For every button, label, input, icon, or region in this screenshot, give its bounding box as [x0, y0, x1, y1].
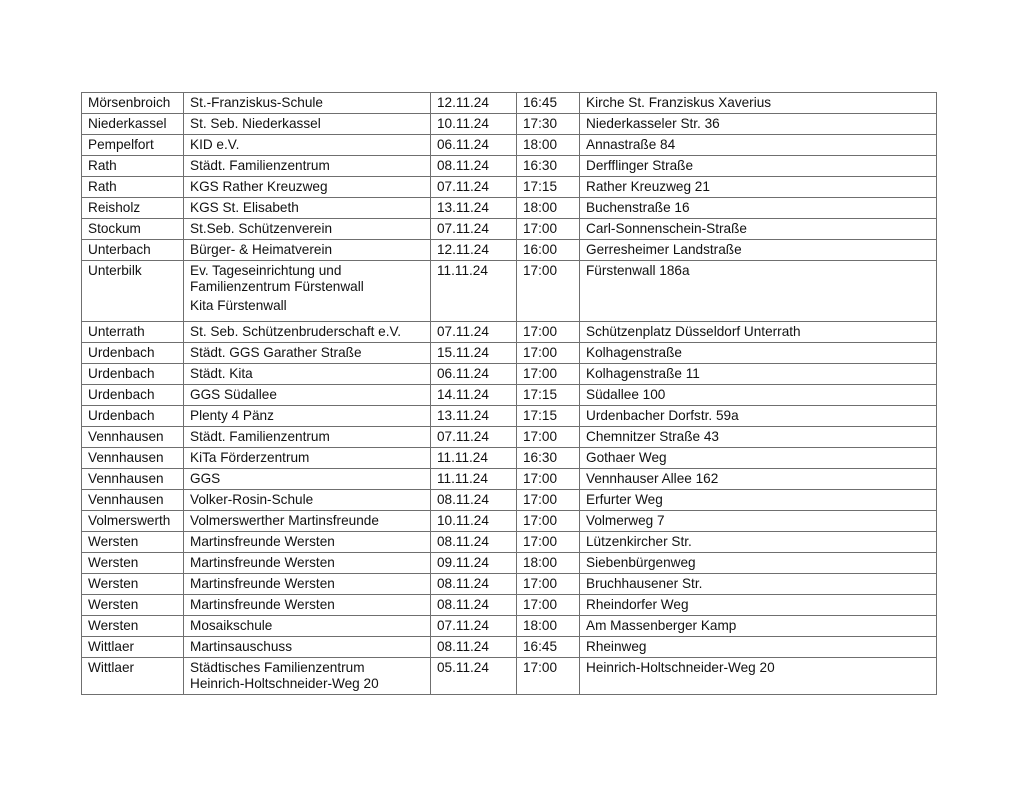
- date-cell: 07.11.24: [431, 177, 517, 198]
- organizer-line: St. Seb. Niederkassel: [190, 116, 321, 131]
- organizer-cell: [184, 322, 431, 343]
- table-row: [82, 261, 937, 322]
- location-cell: Carl-Sonnenschein-Straße: [580, 219, 937, 240]
- location-cell: Gothaer Weg: [580, 448, 937, 469]
- location-cell: Fürstenwall 186a: [580, 261, 937, 322]
- district-cell: Vennhausen: [82, 490, 184, 511]
- location-cell: Heinrich-Holtschneider-Weg 20: [580, 658, 937, 695]
- organizer-cell: [184, 156, 431, 177]
- location-cell: Niederkasseler Str. 36: [580, 114, 937, 135]
- time-cell: 16:00: [517, 240, 580, 261]
- location-cell: Rheinweg: [580, 637, 937, 658]
- organizer-line: KID e.V.: [190, 137, 240, 152]
- table-row: [82, 448, 937, 469]
- date-cell: 07.11.24: [431, 219, 517, 240]
- organizer-cell: [184, 595, 431, 616]
- location-cell: Gerresheimer Landstraße: [580, 240, 937, 261]
- time-cell: 17:00: [517, 574, 580, 595]
- location-cell: Buchenstraße 16: [580, 198, 937, 219]
- date-cell: 10.11.24: [431, 511, 517, 532]
- table-row: [82, 469, 937, 490]
- location-cell: Annastraße 84: [580, 135, 937, 156]
- location-cell: Chemnitzer Straße 43: [580, 427, 937, 448]
- district-cell: Rath: [82, 177, 184, 198]
- time-cell: 17:15: [517, 177, 580, 198]
- district-cell: Unterbilk: [82, 261, 184, 322]
- district-cell: Wersten: [82, 616, 184, 637]
- date-cell: 07.11.24: [431, 322, 517, 343]
- district-cell: Urdenbach: [82, 406, 184, 427]
- organizer-line: Martinsauschuss: [190, 639, 292, 654]
- time-cell: 17:00: [517, 595, 580, 616]
- organizer-cell: [184, 637, 431, 658]
- organizer-line: Städt. GGS Garather Straße: [190, 345, 362, 360]
- date-cell: 12.11.24: [431, 240, 517, 261]
- location-cell: Derfflinger Straße: [580, 156, 937, 177]
- district-cell: Mörsenbroich: [82, 93, 184, 114]
- table-row: [82, 364, 937, 385]
- table-row: [82, 240, 937, 261]
- time-cell: 16:30: [517, 156, 580, 177]
- date-cell: 06.11.24: [431, 135, 517, 156]
- date-cell: 06.11.24: [431, 364, 517, 385]
- time-cell: 17:00: [517, 490, 580, 511]
- organizer-cell: [184, 343, 431, 364]
- table-row: [82, 595, 937, 616]
- date-cell: 13.11.24: [431, 406, 517, 427]
- date-cell: 11.11.24: [431, 448, 517, 469]
- time-cell: 17:00: [517, 511, 580, 532]
- organizer-cell: [184, 406, 431, 427]
- date-cell: 05.11.24: [431, 658, 517, 695]
- time-cell: 17:00: [517, 343, 580, 364]
- organizer-cell: [184, 261, 431, 322]
- organizer-cell: [184, 240, 431, 261]
- time-cell: 16:45: [517, 93, 580, 114]
- date-cell: 13.11.24: [431, 198, 517, 219]
- date-cell: 07.11.24: [431, 616, 517, 637]
- date-cell: 08.11.24: [431, 532, 517, 553]
- table-row: [82, 198, 937, 219]
- district-cell: Wittlaer: [82, 658, 184, 695]
- table-row: [82, 177, 937, 198]
- time-cell: 17:30: [517, 114, 580, 135]
- district-cell: Vennhausen: [82, 448, 184, 469]
- organizer-line: Bürger- & Heimatverein: [190, 242, 333, 257]
- time-cell: 17:15: [517, 385, 580, 406]
- district-cell: Vennhausen: [82, 427, 184, 448]
- time-cell: 17:00: [517, 469, 580, 490]
- table-row: [82, 553, 937, 574]
- organizer-cell: [184, 198, 431, 219]
- table-row: [82, 156, 937, 177]
- time-cell: 17:00: [517, 322, 580, 343]
- location-cell: Kolhagenstraße 11: [580, 364, 937, 385]
- table-row: [82, 490, 937, 511]
- district-cell: Niederkassel: [82, 114, 184, 135]
- organizer-line: Martinsfreunde Wersten: [190, 534, 335, 549]
- date-cell: 08.11.24: [431, 637, 517, 658]
- organizer-cell: [184, 574, 431, 595]
- organizer-line: KGS Rather Kreuzweg: [190, 179, 328, 194]
- time-cell: 16:30: [517, 448, 580, 469]
- district-cell: Wersten: [82, 595, 184, 616]
- date-cell: 11.11.24: [431, 261, 517, 322]
- location-cell: Lützenkircher Str.: [580, 532, 937, 553]
- time-cell: 17:00: [517, 219, 580, 240]
- organizer-line: Volker-Rosin-Schule: [190, 492, 314, 507]
- organizer-line: Städt. Familienzentrum: [190, 158, 330, 173]
- time-cell: 17:00: [517, 658, 580, 695]
- date-cell: 08.11.24: [431, 156, 517, 177]
- location-cell: Kolhagenstraße: [580, 343, 937, 364]
- organizer-cell: [184, 469, 431, 490]
- organizer-line: Martinsfreunde Wersten: [190, 597, 335, 612]
- organizer-line: Plenty 4 Pänz: [190, 408, 274, 423]
- date-cell: 14.11.24: [431, 385, 517, 406]
- organizer-line: Städtisches Familienzentrum: [190, 660, 365, 675]
- time-cell: 16:45: [517, 637, 580, 658]
- organizer-cell: [184, 385, 431, 406]
- organizer-line: Städt. Familienzentrum: [190, 429, 330, 444]
- table-body: [82, 93, 937, 695]
- district-cell: Pempelfort: [82, 135, 184, 156]
- organizer-line: GGS Südallee: [190, 387, 277, 402]
- organizer-cell: [184, 658, 431, 695]
- date-cell: 12.11.24: [431, 93, 517, 114]
- table-row: [82, 135, 937, 156]
- organizer-line: St. Seb. Schützenbruderschaft e.V.: [190, 324, 402, 339]
- organizer-cell: [184, 532, 431, 553]
- organizer-line: Städt. Kita: [190, 366, 253, 381]
- district-cell: Rath: [82, 156, 184, 177]
- time-cell: 18:00: [517, 135, 580, 156]
- table-row: [82, 532, 937, 553]
- table-row: [82, 114, 937, 135]
- table-row: [82, 574, 937, 595]
- organizer-line: Martinsfreunde Wersten: [190, 555, 335, 570]
- location-cell: Vennhauser Allee 162: [580, 469, 937, 490]
- organizer-cell: [184, 114, 431, 135]
- location-cell: Am Massenberger Kamp: [580, 616, 937, 637]
- organizer-cell: [184, 553, 431, 574]
- time-cell: 18:00: [517, 198, 580, 219]
- location-cell: Bruchhausener Str.: [580, 574, 937, 595]
- date-cell: 09.11.24: [431, 553, 517, 574]
- lantern-procession-schedule-table: [81, 92, 937, 695]
- district-cell: Volmerswerth: [82, 511, 184, 532]
- district-cell: Wittlaer: [82, 637, 184, 658]
- date-cell: 08.11.24: [431, 490, 517, 511]
- organizer-line: Martinsfreunde Wersten: [190, 576, 335, 591]
- time-cell: 18:00: [517, 616, 580, 637]
- organizer-cell: [184, 511, 431, 532]
- organizer-cell: [184, 616, 431, 637]
- organizer-cell: [184, 177, 431, 198]
- table-row: [82, 343, 937, 364]
- district-cell: Urdenbach: [82, 364, 184, 385]
- organizer-line: Ev. Tageseinrichtung und: [190, 263, 342, 278]
- organizer-line: GGS: [190, 471, 221, 486]
- district-cell: Stockum: [82, 219, 184, 240]
- location-cell: Rheindorfer Weg: [580, 595, 937, 616]
- district-cell: Unterrath: [82, 322, 184, 343]
- district-cell: Urdenbach: [82, 385, 184, 406]
- district-cell: Wersten: [82, 574, 184, 595]
- date-cell: 10.11.24: [431, 114, 517, 135]
- location-cell: Erfurter Weg: [580, 490, 937, 511]
- district-cell: Unterbach: [82, 240, 184, 261]
- location-cell: Kirche St. Franziskus Xaverius: [580, 93, 937, 114]
- organizer-cell: [184, 364, 431, 385]
- district-cell: Urdenbach: [82, 343, 184, 364]
- organizer-line: St.Seb. Schützenverein: [190, 221, 333, 236]
- district-cell: Wersten: [82, 532, 184, 553]
- organizer-cell: [184, 427, 431, 448]
- organizer-line: St.-Franziskus-Schule: [190, 95, 323, 110]
- location-cell: Urdenbacher Dorfstr. 59a: [580, 406, 937, 427]
- time-cell: 18:00: [517, 553, 580, 574]
- table-row: [82, 385, 937, 406]
- location-cell: Südallee 100: [580, 385, 937, 406]
- table-row: [82, 637, 937, 658]
- date-cell: 08.11.24: [431, 595, 517, 616]
- organizer-line: Kita Fürstenwall: [190, 298, 287, 314]
- organizer-line: Volmerswerther Martinsfreunde: [190, 513, 379, 528]
- time-cell: 17:00: [517, 532, 580, 553]
- organizer-cell: [184, 219, 431, 240]
- time-cell: 17:00: [517, 427, 580, 448]
- district-cell: Wersten: [82, 553, 184, 574]
- organizer-line: KiTa Förderzentrum: [190, 450, 310, 465]
- date-cell: 15.11.24: [431, 343, 517, 364]
- date-cell: 11.11.24: [431, 469, 517, 490]
- table-row: [82, 219, 937, 240]
- organizer-line: KGS St. Elisabeth: [190, 200, 299, 215]
- table-row: [82, 658, 937, 695]
- district-cell: Vennhausen: [82, 469, 184, 490]
- location-cell: Schützenplatz Düsseldorf Unterrath: [580, 322, 937, 343]
- organizer-cell: [184, 135, 431, 156]
- location-cell: Volmerweg 7: [580, 511, 937, 532]
- table-row: [82, 93, 937, 114]
- organizer-cell: [184, 490, 431, 511]
- organizer-line: Mosaikschule: [190, 618, 273, 633]
- organizer-cell: [184, 93, 431, 114]
- district-cell: Reisholz: [82, 198, 184, 219]
- table-row: [82, 616, 937, 637]
- location-cell: Rather Kreuzweg 21: [580, 177, 937, 198]
- organizer-line: Familienzentrum Fürstenwall: [190, 278, 364, 294]
- organizer-line: Heinrich-Holtschneider-Weg 20: [190, 675, 379, 691]
- date-cell: 07.11.24: [431, 427, 517, 448]
- location-cell: Siebenbürgenweg: [580, 553, 937, 574]
- date-cell: 08.11.24: [431, 574, 517, 595]
- table-row: [82, 427, 937, 448]
- time-cell: 17:00: [517, 364, 580, 385]
- table-row: [82, 511, 937, 532]
- organizer-cell: [184, 448, 431, 469]
- table-row: [82, 406, 937, 427]
- time-cell: 17:15: [517, 406, 580, 427]
- table-row: [82, 322, 937, 343]
- time-cell: 17:00: [517, 261, 580, 322]
